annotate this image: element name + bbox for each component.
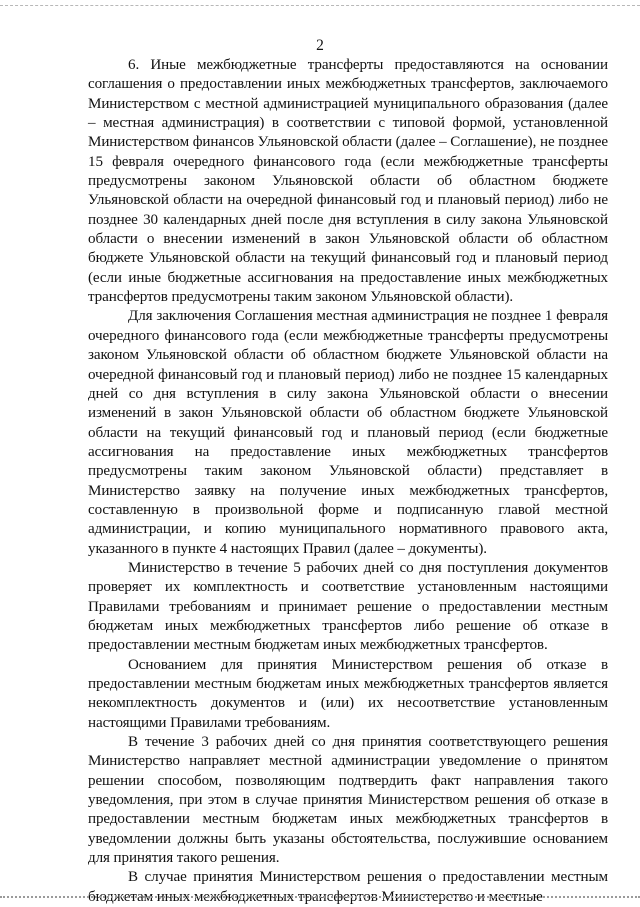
paragraph-refusal-grounds: Основанием для принятия Министерством решения об отказе в предоставлении местным бюджетам иных межбюджетных трансфертов является некомплектность документов и (или) их несоответствие установленным настоящими Правилами требованиям. [88,656,608,731]
paragraph-notification: В течение 3 рабочих дней со дня принятия соответствующего решения Министерство направляет местной администрации уведомление о принятом решении способом, позволяющим подтвердить факт направления такого уведомления, при этом в случае принятия Министерством решения об отказе в предоставлении местным бюджетам иных межбюджетных трансфертов в уведомлении должны быть указаны обстоятельства, послужившие основанием для принятия такого решения. [88,734,608,867]
scan-edge-top [0,5,640,6]
document-body [88,56,608,907]
paragraph-agreement-conclusion: Для заключения Соглашения местная администрация не позднее 1 февраля очередного финансового года (если межбюджетные трансферты предусмотрены законом Ульяновской области об областном бюджете Ульяновской области на очередной финансовый год и плановый период) либо не позднее 15 календарных дней со дня вступления в силу закона Ульяновской области о внесении изменений в закон Ульяновской области об областном бюджете Ульяновской области на текущий финансовый год и плановый период (если бюджетные ассигнования на предоставление иных межбюджетных трансфертов предусмотрены таким законом Ульяновской области) представляет в Министерство заявку на получение иных межбюджетных трансфертов, составленную в произвольной форме и подписанную главой местной администрации, и копию муниципального нормативного правового акта, указанного в пункте 4 настоящих Правил (далее – документы). [88,308,608,557]
paragraph-grant-decision: В случае принятия Министерством решения о предоставлении местным бюджетам иных межбюджетных трансфертов Министерство и местные [88,869,608,905]
paragraph-document-review: Министерство в течение 5 рабочих дней со дня поступления документов проверяет их комплектность и соответствие установленным настоящими Правилами требованиям и принимает решение о предоставлении местным бюджетам иных межбюджетных трансфертов либо решение об отказе в предоставлении местным бюджетам иных межбюджетных трансфертов. [88,559,608,654]
page-number: 2 [316,37,324,54]
scan-edge-bottom [0,896,640,898]
paragraph-item-6: 6. Иные межбюджетные трансферты предоставляются на основании соглашения о предоставлении иных межбюджетных трансфертов, заключаемого Министерством с местной администрацией муниципального образования (далее – местная администрация) в соответствии с типовой формой, установленной Министерством финансов Ульяновской области (далее – Соглашение), не позднее 15 февраля очередного финансового года (если межбюджетные трансферты предусмотрены законом Ульяновской области об областном бюджете Ульяновской области на очередной финансовый год и плановый период) либо не позднее 30 календарных дней после дня вступления в силу закона Ульяновской области о внесении изменений в закон Ульяновской области об областном бюджете Ульяновской области на текущий финансовый год и плановый период (если иные бюджетные ассигнования на предоставление иных межбюджетных трансфертов предусмотрены таким законом Ульяновской области). [88,57,608,306]
